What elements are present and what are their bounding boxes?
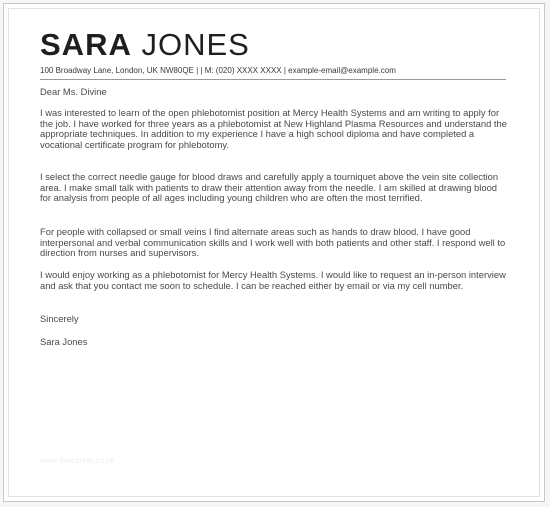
first-name: SARA bbox=[40, 27, 132, 62]
salutation: Dear Ms. Divine bbox=[40, 86, 107, 97]
name-heading bbox=[40, 27, 250, 63]
signature: Sara Jones bbox=[40, 336, 88, 347]
last-name: JONES bbox=[141, 27, 250, 62]
paragraph-3: For people with collapsed or small veins I find alternate areas such as hands to draw blood. I have good interpersonal and verbal communication skills and I work well with both patients and other staff. I respond well to direction from nurses and supervisors. bbox=[40, 226, 506, 259]
paragraph-2: I select the correct needle gauge for blood draws and carefully apply a tourniquet above the vein site collection area. I make small talk with patients to draw their attention away from the needle. I am skilled at drawing blood for analysis from people of all ages including young children who are often the most terrified. bbox=[40, 171, 499, 204]
watermark: www.livecareer.co.uk bbox=[40, 456, 115, 465]
contact-info: 100 Broadway Lane, London, UK NW80QE | | M: (020) XXXX XXXX | example-email@example.com bbox=[40, 66, 506, 80]
closing: Sincerely bbox=[40, 313, 79, 324]
paragraph-4: I would enjoy working as a phlebotomist for Mercy Health Systems. I would like to request an in-person interview and ask that you contact me soon to schedule. I can be reached either by email or via my cell number. bbox=[40, 269, 506, 291]
paragraph-1: I was interested to learn of the open phlebotomist position at Mercy Health Systems and am writing to apply for the job. I have worked for three years as a phlebotomist at New Highland Plasma Resources and understand the appropriate techniques. In addition to my experience I have a high school diploma and have completed a vocational certificate program for phlebotomy. bbox=[40, 107, 507, 150]
